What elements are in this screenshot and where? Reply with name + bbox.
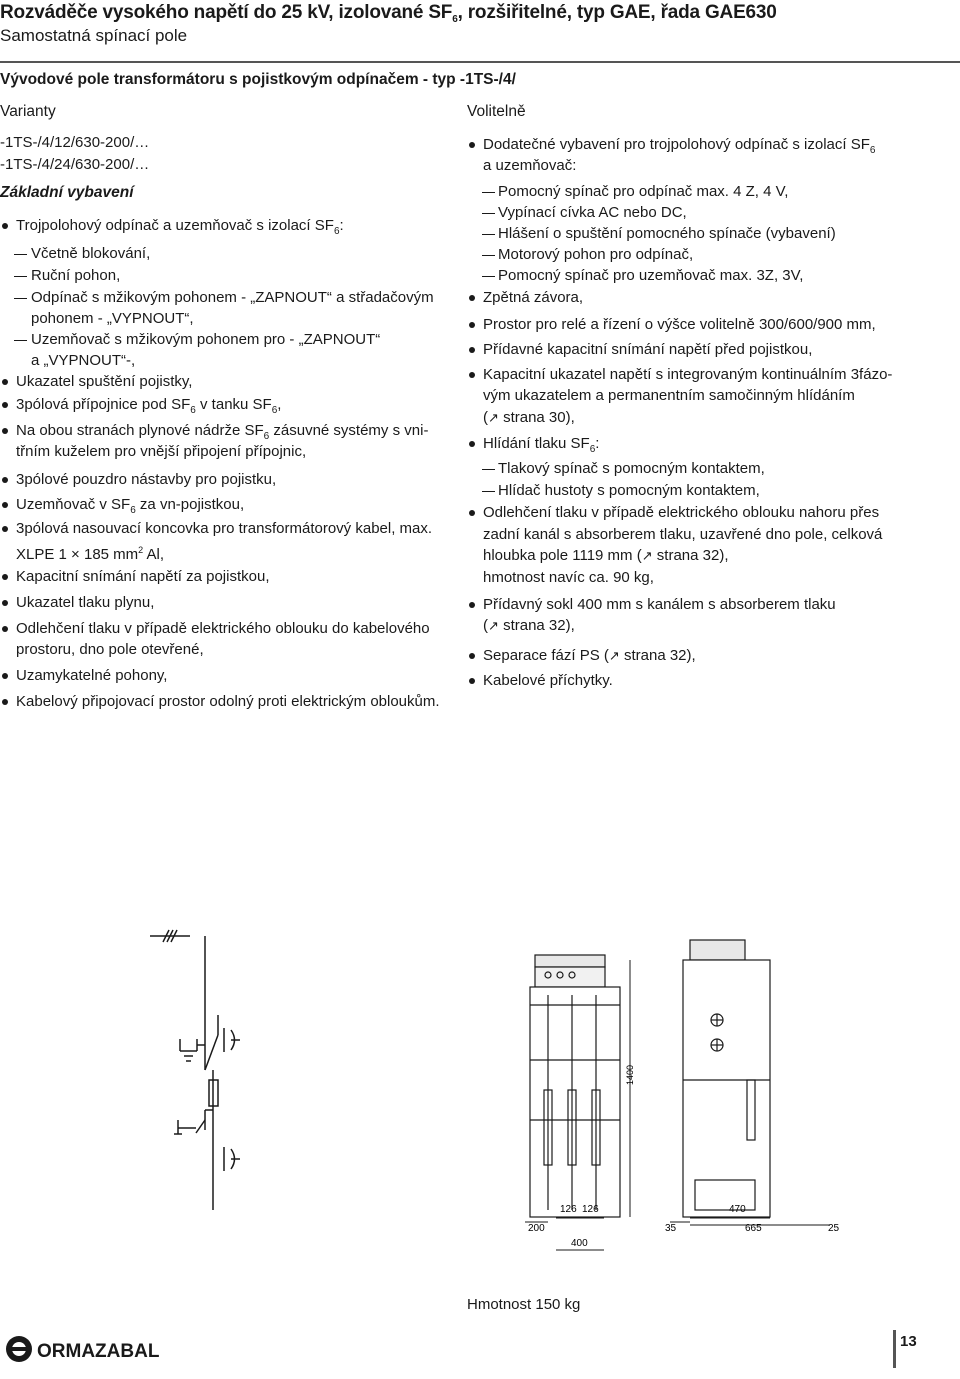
dash-bullet [482, 192, 495, 193]
arrow-icon: ↗ [608, 649, 620, 664]
list-item-cont: hmotnost navíc ca. 90 kg, [483, 569, 654, 586]
list-item: 3pólové pouzdro nástavby pro pojistku, [16, 471, 277, 488]
list-item: Ruční pohon, [31, 267, 121, 284]
list-item: Kapacitní ukazatel napětí s integrovaným kontinuálním 3fázo- [483, 366, 893, 383]
optional-heading: Volitelně [467, 103, 526, 120]
bullet [2, 402, 8, 408]
bullet [469, 372, 475, 378]
list-item: Hlídač hustoty s pomocným kontaktem, [498, 482, 760, 499]
page-title: Rozváděče vysokého napětí do 25 kV, izolované $SF_6$, rozšiřitelné, typ GAE, řada GAE630 [0, 2, 777, 25]
list-item-cont: zadní kanál s absorberem tlaku, uzavřené dno pole, celková [483, 526, 883, 543]
bullet [469, 678, 475, 684]
list-item-cont: a uzemňovač: [483, 157, 577, 174]
list-item: Uzemňovač v $SF_6$ za vn-pojistkou, [16, 496, 245, 516]
bullet [2, 379, 8, 385]
bullet [469, 510, 475, 516]
single-line-diagram [150, 930, 240, 1210]
list-item-cont: vým ukazatelem a permanentním samočinným hlídáním [483, 387, 855, 404]
dim-label: 126 [582, 1204, 599, 1215]
dash-bullet [482, 491, 495, 492]
dash-bullet [482, 234, 495, 235]
bullet [2, 526, 8, 532]
bullet [2, 673, 8, 679]
list-item: Kabelové příchytky. [483, 672, 613, 689]
list-item: Včetně blokování, [31, 245, 151, 262]
dash-bullet [482, 255, 495, 256]
list-item: Kabelový připojovací prostor odolný proti elektrickým obloukům. [16, 693, 440, 710]
company-logo [3, 1334, 183, 1369]
list-item: 3pólová přípojnice pod $SF_6$ v tanku $SF_6$, [16, 396, 282, 416]
variant-item: -1TS-/4/12/630-200/… [0, 134, 150, 151]
bullet [469, 653, 475, 659]
list-item-cont: hloubka pole 1119 mm (↗ strana 32), [483, 547, 729, 564]
dim-label: 126 [560, 1204, 577, 1215]
list-item: Uzemňovač s mžikovým pohonem pro - „ZAPNOUT“ [31, 331, 381, 348]
bullet [469, 441, 475, 447]
dash-bullet [14, 298, 27, 299]
dim-label: 25 [828, 1223, 840, 1234]
arrow-icon: ↗ [488, 619, 499, 634]
dash-bullet [482, 213, 495, 214]
dash-bullet [482, 276, 495, 277]
dash-bullet [14, 340, 27, 341]
header-divider [0, 61, 960, 63]
bullet [2, 626, 8, 632]
technical-drawing [0, 880, 960, 1280]
list-item: Vypínací cívka AC nebo DC, [498, 204, 687, 221]
list-item-cont: (↗ strana 32), [483, 617, 575, 634]
list-item: Tlakový spínač s pomocným kontaktem, [498, 460, 765, 477]
list-item-cont: prostoru, dno pole otevřené, [16, 641, 204, 658]
dim-label: 400 [571, 1238, 588, 1249]
list-item: Dodatečné vybavení pro trojpolohový odpínač s izolací $SF_6$ [483, 136, 876, 156]
bullet [469, 602, 475, 608]
list-item: Odpínač s mžikovým pohonem - „ZAPNOUT“ a střadačovým [31, 289, 434, 306]
bullet [469, 142, 475, 148]
dim-label: 200 [528, 1223, 545, 1234]
weight-label: Hmotnost 150 kg [467, 1296, 581, 1313]
bullet [2, 502, 8, 508]
list-item: Ukazatel spuštění pojistky, [16, 373, 193, 390]
list-item: Na obou stranách plynové nádrže $SF_6$ zásuvné systémy s vni- [16, 422, 429, 442]
list-item-cont: a „VYPNOUT“-, [31, 352, 136, 369]
variants-heading: Varianty [0, 103, 56, 120]
page-subtitle: Samostatná spínací pole [0, 26, 188, 45]
bullet [469, 347, 475, 353]
list-item: Trojpolohový odpínač a uzemňovač s izolací $SF_6$: [16, 217, 344, 237]
list-item: Hlášení o spuštění pomocného spínače (vybavení) [498, 225, 836, 242]
arrow-icon: ↗ [488, 411, 499, 426]
bullet [469, 295, 475, 301]
bullet [2, 477, 8, 483]
list-item: Hlídání tlaku $SF_6$: [483, 435, 600, 455]
list-item: Odlehčení tlaku v případě elektrického oblouku nahoru přes [483, 504, 880, 521]
list-item: Pomocný spínač pro uzemňovač max. 3Z, 3V, [498, 267, 804, 284]
list-item: Separace fází PS (↗ strana 32), [483, 647, 696, 664]
list-item-cont: XLPE 1 × 185 $mm^2$ Al, [16, 545, 165, 563]
list-item: Prostor pro relé a řízení o výšce volitelně 300/600/900 mm, [483, 316, 876, 333]
dim-label: 665 [745, 1223, 762, 1234]
bullet [2, 428, 8, 434]
arrow-icon: ↗ [641, 549, 653, 564]
list-item-cont: pohonem - „VYPNOUT“, [31, 310, 194, 327]
variant-item: -1TS-/4/24/630-200/… [0, 156, 150, 173]
list-item-cont: třním kuželem pro vnější připojení přípojnic, [16, 443, 307, 460]
list-item: Přídavný sokl 400 mm s kanálem s absorberem tlaku [483, 596, 836, 613]
list-item: Uzamykatelné pohony, [16, 667, 168, 684]
list-item: Pomocný spínač pro odpínač max. 4 Z, 4 V, [498, 183, 789, 200]
list-item: Přídavné kapacitní snímání napětí před pojistkou, [483, 341, 813, 358]
list-item: Zpětná závora, [483, 289, 584, 306]
page-number-rule [893, 1330, 896, 1368]
bullet [2, 600, 8, 606]
list-item: 3pólová nasouvací koncovka pro transformátorový kabel, max. [16, 520, 433, 537]
page-number: 13 [900, 1333, 917, 1350]
list-item: Ukazatel tlaku plynu, [16, 594, 155, 611]
list-item-cont: (↗ strana 30), [483, 409, 575, 426]
dash-bullet [14, 254, 27, 255]
bullet [2, 574, 8, 580]
bullet [2, 699, 8, 705]
basic-equipment-heading: Základní vybavení [0, 184, 134, 201]
dash-bullet [482, 469, 495, 470]
front-view-panel [530, 955, 620, 1217]
bullet [469, 322, 475, 328]
logo-text: ORMAZABAL [37, 1341, 160, 1362]
bullet [2, 223, 8, 229]
dim-label: 35 [665, 1223, 677, 1234]
list-item: Kapacitní snímání napětí za pojistkou, [16, 568, 270, 585]
dim-label: 470 [729, 1204, 746, 1215]
section-title: Vývodové pole transformátoru s pojistkovým odpínačem - typ -1TS-/4/ [0, 71, 516, 88]
side-view-panel [683, 940, 770, 1217]
dim-label: 1400 [625, 1064, 635, 1085]
list-item: Motorový pohon pro odpínač, [498, 246, 694, 263]
dash-bullet [14, 276, 27, 277]
list-item: Odlehčení tlaku v případě elektrického oblouku do kabelového [16, 620, 430, 637]
